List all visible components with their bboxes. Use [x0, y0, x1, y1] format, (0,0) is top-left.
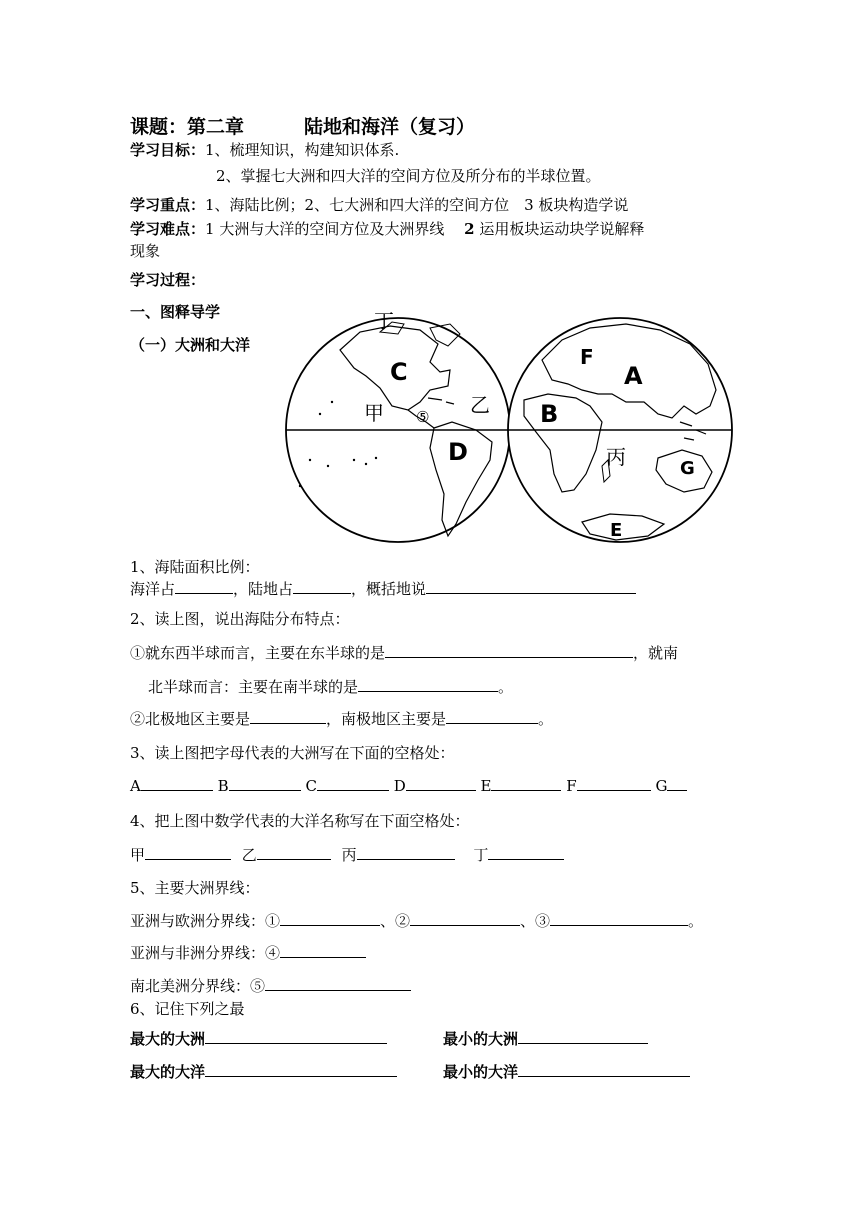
- q6-largest-continent-blank[interactable]: [205, 1029, 387, 1044]
- map-label-jia: 甲: [364, 401, 384, 425]
- q6-largest-ocean-blank[interactable]: [205, 1062, 397, 1077]
- map-label-A: A: [624, 362, 643, 390]
- q2-p1b: ，就南: [633, 644, 679, 662]
- lesson-title: [130, 112, 475, 139]
- q2-antarctic-blank[interactable]: [446, 709, 538, 724]
- q4-blank-ding[interactable]: [488, 845, 564, 860]
- q4-blank-jia[interactable]: [145, 845, 231, 860]
- map-label-B: B: [540, 400, 559, 428]
- q5-m3: 、③: [520, 912, 551, 930]
- q2-p1c: 北半球而言：主要在南半球的是: [148, 678, 359, 696]
- q3-letter-G: G: [655, 777, 668, 795]
- q2-p1a: ①就东西半球而言，主要在东半球的是: [130, 644, 386, 662]
- map-label-yi: 乙: [470, 393, 490, 417]
- q2-p2c: 。: [538, 710, 554, 728]
- q2-p2a: ②北极地区主要是: [130, 710, 251, 728]
- difficulties-label: 学习难点：: [130, 220, 206, 238]
- difficulties-text-b: 运用板块运动块学说解释: [479, 220, 645, 238]
- q2-east-blank[interactable]: [385, 643, 633, 658]
- q1-heading: 1、海陆面积比例：: [130, 558, 260, 576]
- map-label-circle5: ⑤: [416, 408, 430, 426]
- q3-letter-A: A: [130, 777, 141, 795]
- q1-land-label: ，陆地占: [233, 580, 294, 598]
- q1-summary-blank[interactable]: [426, 579, 636, 594]
- q3-blanks-row: [130, 776, 687, 795]
- q6-smallest-ocean: 最小的大洋: [443, 1063, 519, 1081]
- map-label-F: F: [580, 345, 594, 369]
- map-label-G: G: [680, 458, 695, 479]
- q5-blank-4[interactable]: [280, 943, 366, 958]
- q2-p1-cont: [148, 676, 513, 697]
- q4-blank-yi[interactable]: [257, 845, 331, 860]
- q5-blank-2[interactable]: [410, 911, 520, 926]
- q1-ocean-label: 海洋占: [130, 580, 176, 598]
- q3-letter-D: D: [393, 777, 406, 795]
- q6-row-2-right: [443, 1061, 690, 1082]
- q4-label-bing: 丙: [341, 846, 357, 864]
- q1-land-blank[interactable]: [293, 579, 351, 594]
- difficulties-text-c: 现象: [130, 242, 161, 260]
- q5-asia-africa-label: 亚洲与非洲分界线：④: [130, 944, 281, 962]
- difficulties-text-a: 1 大洲与大洋的空间方位及大洲界线: [205, 220, 445, 238]
- keypoints-line: [130, 194, 628, 215]
- objective-item-2: 2、掌握七大洲和四大洋的空间方位及所分布的半球位置。: [216, 167, 601, 185]
- q3-letter-E: E: [480, 777, 492, 795]
- q2-p2b: ，南极地区主要是: [326, 710, 447, 728]
- map-label-bing: 丙: [606, 445, 626, 469]
- q6-smallest-continent: 最小的大洲: [443, 1030, 519, 1048]
- q4-label-jia: 甲: [130, 846, 146, 864]
- q3-letter-F: F: [566, 777, 577, 795]
- q4-label-ding: 丁: [473, 846, 489, 864]
- map-label-ding: 丁: [374, 310, 394, 333]
- keypoints-text: 1、海陆比例；2、七大洲和四大洋的空间方位 3 板块构造学说: [205, 196, 629, 214]
- keypoints-label: 学习重点：: [130, 196, 206, 214]
- q2-arctic-blank[interactable]: [250, 709, 326, 724]
- q6-row-1-right: [443, 1028, 648, 1049]
- q3-blank-C[interactable]: [317, 776, 389, 791]
- q5-end: 。: [688, 912, 704, 930]
- q6-largest-ocean: 最大的大洋: [130, 1063, 206, 1081]
- q4-heading: 4、把上图中数学代表的大洋名称写在下面空格处：: [130, 812, 470, 830]
- q5-asia-africa-line: [130, 942, 366, 963]
- q6-smallest-ocean-blank[interactable]: [518, 1062, 690, 1077]
- map-label-C: C: [390, 358, 408, 386]
- q3-blank-G[interactable]: [667, 776, 687, 791]
- q1-summary-label: ，概括地说: [351, 580, 427, 598]
- objectives-line-1: [130, 139, 399, 160]
- section1-sub: （一）大洲和大洋: [130, 336, 251, 354]
- objectives-label: 学习目标：: [130, 141, 206, 159]
- q2-p1-line: [130, 642, 678, 663]
- q2-south-blank[interactable]: [358, 677, 498, 692]
- q6-heading: 6、记住下列之最: [130, 1000, 245, 1018]
- lesson-title-topic: 陆地和海洋（复习）: [304, 116, 476, 138]
- q3-blank-D[interactable]: [406, 776, 476, 791]
- q5-blank-3[interactable]: [550, 911, 688, 926]
- q3-blank-E[interactable]: [491, 776, 561, 791]
- q4-label-yi: 乙: [241, 846, 257, 864]
- map-label-E: E: [610, 520, 623, 541]
- q1-ocean-blank[interactable]: [175, 579, 233, 594]
- map-label-D: D: [448, 438, 468, 466]
- q6-smallest-continent-blank[interactable]: [518, 1029, 648, 1044]
- difficulties-num2: 2: [464, 220, 475, 238]
- q5-americas-label: 南北美洲分界线：⑤: [130, 977, 266, 995]
- q5-americas-line: [130, 975, 411, 996]
- lesson-title-label: 课题：第二章: [130, 116, 245, 138]
- q3-letter-B: B: [217, 777, 229, 795]
- q2-heading: 2、读上图，说出海陆分布特点：: [130, 610, 350, 628]
- q1-line: [130, 578, 636, 599]
- difficulties-line: [130, 218, 644, 239]
- q2-p2-line: [130, 708, 553, 729]
- section1-heading: 一、图释导学: [130, 303, 221, 321]
- q5-asia-europe-line: [130, 910, 703, 931]
- q5-heading: 5、主要大洲界线：: [130, 879, 260, 897]
- q6-row-1-left: [130, 1028, 387, 1049]
- q3-blank-B[interactable]: [229, 776, 301, 791]
- q5-m2: 、②: [380, 912, 411, 930]
- q3-letter-C: C: [305, 777, 317, 795]
- objective-item-1: 1、梳理知识，构建知识体系.: [205, 141, 400, 159]
- q3-blank-A[interactable]: [141, 776, 213, 791]
- q4-blank-bing[interactable]: [357, 845, 455, 860]
- q6-row-2-left: [130, 1061, 397, 1082]
- q3-blank-F[interactable]: [577, 776, 651, 791]
- q5-blank-1[interactable]: [280, 911, 380, 926]
- q3-heading: 3、读上图把字母代表的大洲写在下面的空格处：: [130, 744, 455, 762]
- world-hemispheres-map: [280, 310, 740, 550]
- q6-largest-continent: 最大的大洲: [130, 1030, 206, 1048]
- process-label: 学习过程：: [130, 271, 206, 289]
- q5-asia-europe-label: 亚洲与欧洲分界线：①: [130, 912, 281, 930]
- q5-blank-5[interactable]: [265, 976, 411, 991]
- q2-p1d: 。: [498, 678, 514, 696]
- q4-blanks-row: [130, 844, 564, 865]
